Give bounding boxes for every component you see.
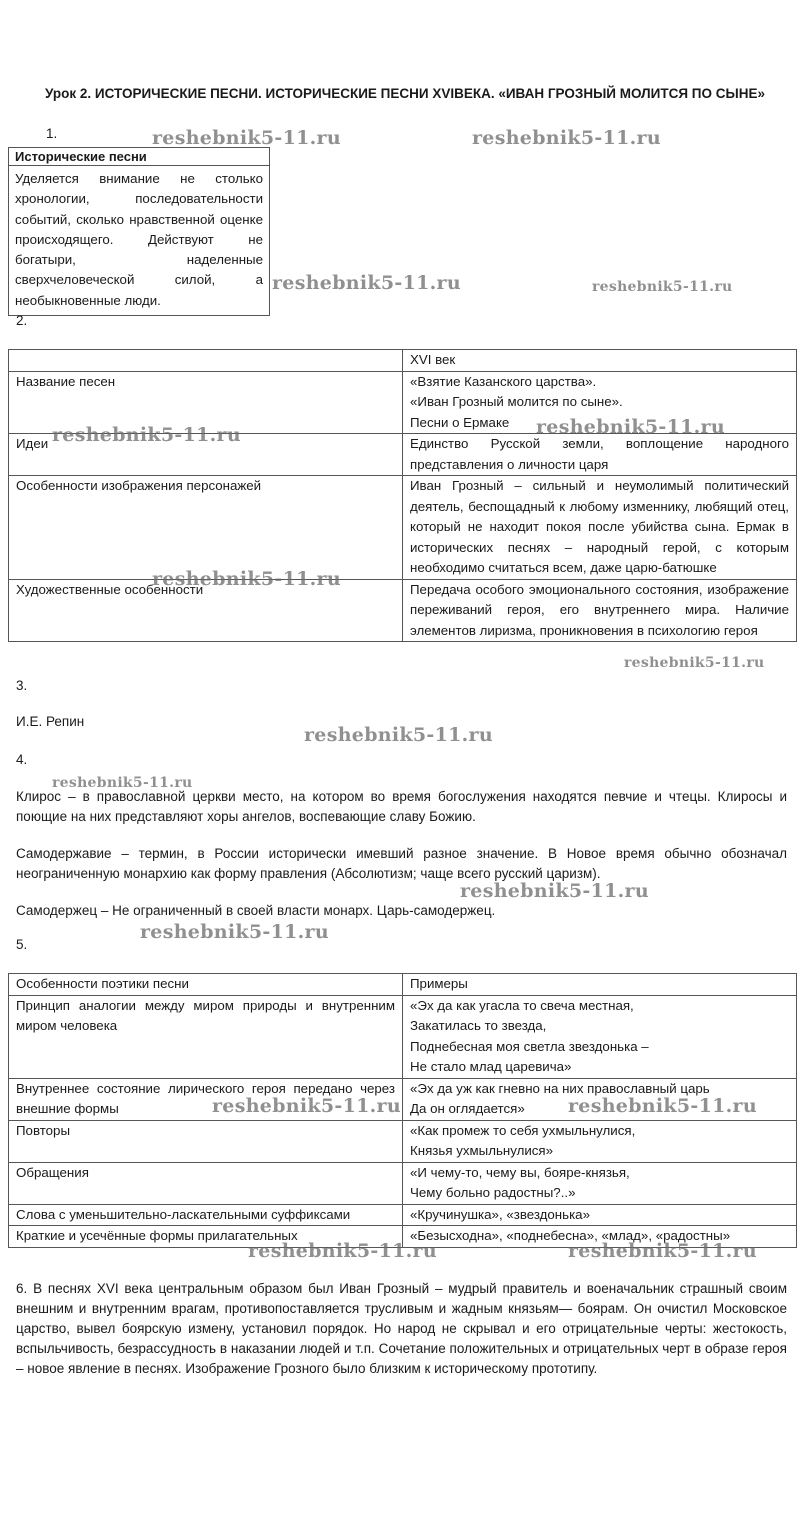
row-value — [403, 1162, 797, 1204]
value-line: «Иван Грозный молится по сыне». — [410, 394, 623, 409]
definition-box-header: Исторические песни — [9, 148, 269, 166]
section-4-number: 4. — [16, 752, 28, 767]
row-label: Повторы — [9, 1120, 403, 1162]
table-header-cell: Примеры — [403, 974, 797, 996]
value-line: Князья ухмыльнулися» — [410, 1143, 554, 1158]
value-line: Закатилась то звезда, — [410, 1018, 547, 1033]
row-value: «Безысходна», «поднебесна», «млад», «радостны» — [403, 1226, 797, 1248]
watermark: reshebnik5-11.ru — [52, 424, 241, 446]
section-6-paragraph: 6. В песнях XVI века центральным образом был Иван Грозный – мудрый правитель и военачальник страшный своим внешним и внутренним врагам, противопоставляется трусливым и жадным князьям— боярам. Он очистил Московское царство, вывел боярскую измену, установил порядок. Но народ не скрывал и его отрицательные черты: жестокость, вспыльчивость, безрассудность в наказании людей и т.п. Сочетание положительных и отрицательных черт в образе героя – новое явление в песнях. Изображение Грозного было близким к историческому прототипу. — [16, 1281, 787, 1376]
watermark: reshebnik5-11.ru — [568, 1095, 757, 1117]
value-line: Поднебесная моя светла звездонька – — [410, 1038, 649, 1054]
value-line: Чему больно радостны?..» — [410, 1185, 576, 1200]
value-line: Не стало млад царевича» — [410, 1059, 572, 1074]
table-row — [9, 579, 797, 642]
row-label: Обращения — [9, 1162, 403, 1204]
value-line: «Эх да как угасла то свеча местная, — [410, 997, 634, 1013]
row-label: Особенности изображения персонажей — [9, 476, 403, 580]
table-row — [9, 350, 797, 372]
table-row — [9, 1162, 797, 1204]
definition-paragraph: Клирос – в православной церкви место, на котором во время богослужения находятся певчие и чтецы. Клиросы и поющие на них представляют хоры ангелов, воспевающие славу Божию. — [16, 789, 787, 824]
definition-box — [8, 147, 270, 316]
table-row — [9, 995, 797, 1078]
row-label: Внутреннее состояние лирического героя передано через внешние формы — [9, 1078, 403, 1120]
watermark: reshebnik5-11.ru — [152, 568, 341, 590]
table-header-cell: XVI век — [403, 350, 797, 372]
row-label: Принцип аналогии между миром природы и внутренним миром человека — [9, 995, 403, 1078]
watermark: reshebnik5-11.ru — [460, 880, 649, 902]
row-value — [403, 1120, 797, 1162]
row-value: Передача особого эмоционального состояния, изображение переживаний героя, его внутреннего мира. Наличие элементов лиризма, проникновения в психологию героя — [403, 579, 797, 642]
watermark: reshebnik5-11.ru — [592, 279, 733, 295]
table-header-empty — [9, 350, 403, 372]
row-value — [403, 995, 797, 1078]
xvi-century-table — [8, 349, 797, 642]
table-row — [9, 476, 797, 580]
row-value: «Кручинушка», «звездонька» — [403, 1204, 797, 1226]
section-3-answer: И.Е. Репин — [16, 714, 85, 729]
definition-box-body: Уделяется внимание не столько хронологии, последовательности событий, сколько нравственной оценке происходящего. Действуют не богатыри, наделенные сверхчеловеческой силой, а необыкновенные люди. — [15, 171, 263, 308]
definition-paragraph: Самодержавие – термин, в России исторически имевший разное значение. В Новое время обычно обозначал неограниченную монархию как форму правления (Абсолютизм; чаще всего русский царизм). — [16, 846, 787, 881]
watermark: reshebnik5-11.ru — [624, 655, 765, 671]
watermark: reshebnik5-11.ru — [536, 416, 725, 438]
row-value: Единство Русской земли, воплощение народного представления о личности царя — [403, 434, 797, 476]
page-title: Урок 2. ИСТОРИЧЕСКИЕ ПЕСНИ. ИСТОРИЧЕСКИЕ ПЕСНИ XVIВЕКА. «ИВАН ГРОЗНЫЙ МОЛИТСЯ ПО СЫНЕ» — [45, 86, 765, 101]
value-line: «Взятие Казанского царства». — [410, 373, 597, 389]
watermark: reshebnik5-11.ru — [472, 127, 661, 149]
watermark: reshebnik5-11.ru — [152, 127, 341, 149]
value-line: Да он оглядается» — [410, 1101, 525, 1116]
value-line: «Эх да уж как гневно на них православный царь — [410, 1080, 710, 1096]
row-label: Слова с уменьшительно-ласкательными суффиксами — [9, 1204, 403, 1226]
section-1-number: 1. — [46, 126, 58, 141]
watermark: reshebnik5-11.ru — [248, 1240, 437, 1262]
watermark: reshebnik5-11.ru — [52, 775, 193, 791]
watermark: reshebnik5-11.ru — [272, 272, 461, 294]
value-line: «Как промеж то себя ухмыльнулися, — [410, 1122, 636, 1138]
row-label: Краткие и усечённые формы прилагательных — [9, 1226, 403, 1248]
table-header-cell: Особенности поэтики песни — [9, 974, 403, 996]
table-row — [9, 974, 797, 996]
value-line: «И чему-то, чему вы, бояре-князья, — [410, 1164, 630, 1180]
watermark: reshebnik5-11.ru — [140, 921, 329, 943]
section-5-number: 5. — [16, 937, 28, 952]
table-row — [9, 1204, 797, 1226]
section-2-number: 2. — [16, 313, 28, 328]
definition-paragraph: Самодержец – Не ограниченный в своей власти монарх. Царь-самодержец. — [16, 903, 496, 918]
row-value: Иван Грозный – сильный и неумолимый политический деятель, беспощадный к любому изменнику, любящий отец, который не находит покоя после убийства сына. Ермак в исторических песнях – народный герой, с которым необходимо считаться всем, даже царю-батюшке — [403, 476, 797, 580]
section-3-number: 3. — [16, 678, 28, 693]
watermark: reshebnik5-11.ru — [568, 1240, 757, 1262]
watermark: reshebnik5-11.ru — [304, 724, 493, 746]
table-row — [9, 1120, 797, 1162]
value-line: Песни о Ермаке — [410, 414, 510, 430]
row-label: Название песен — [9, 371, 403, 434]
row-label: Идеи — [9, 434, 403, 476]
watermark: reshebnik5-11.ru — [212, 1095, 401, 1117]
row-label: Художественные особенности — [9, 579, 403, 642]
